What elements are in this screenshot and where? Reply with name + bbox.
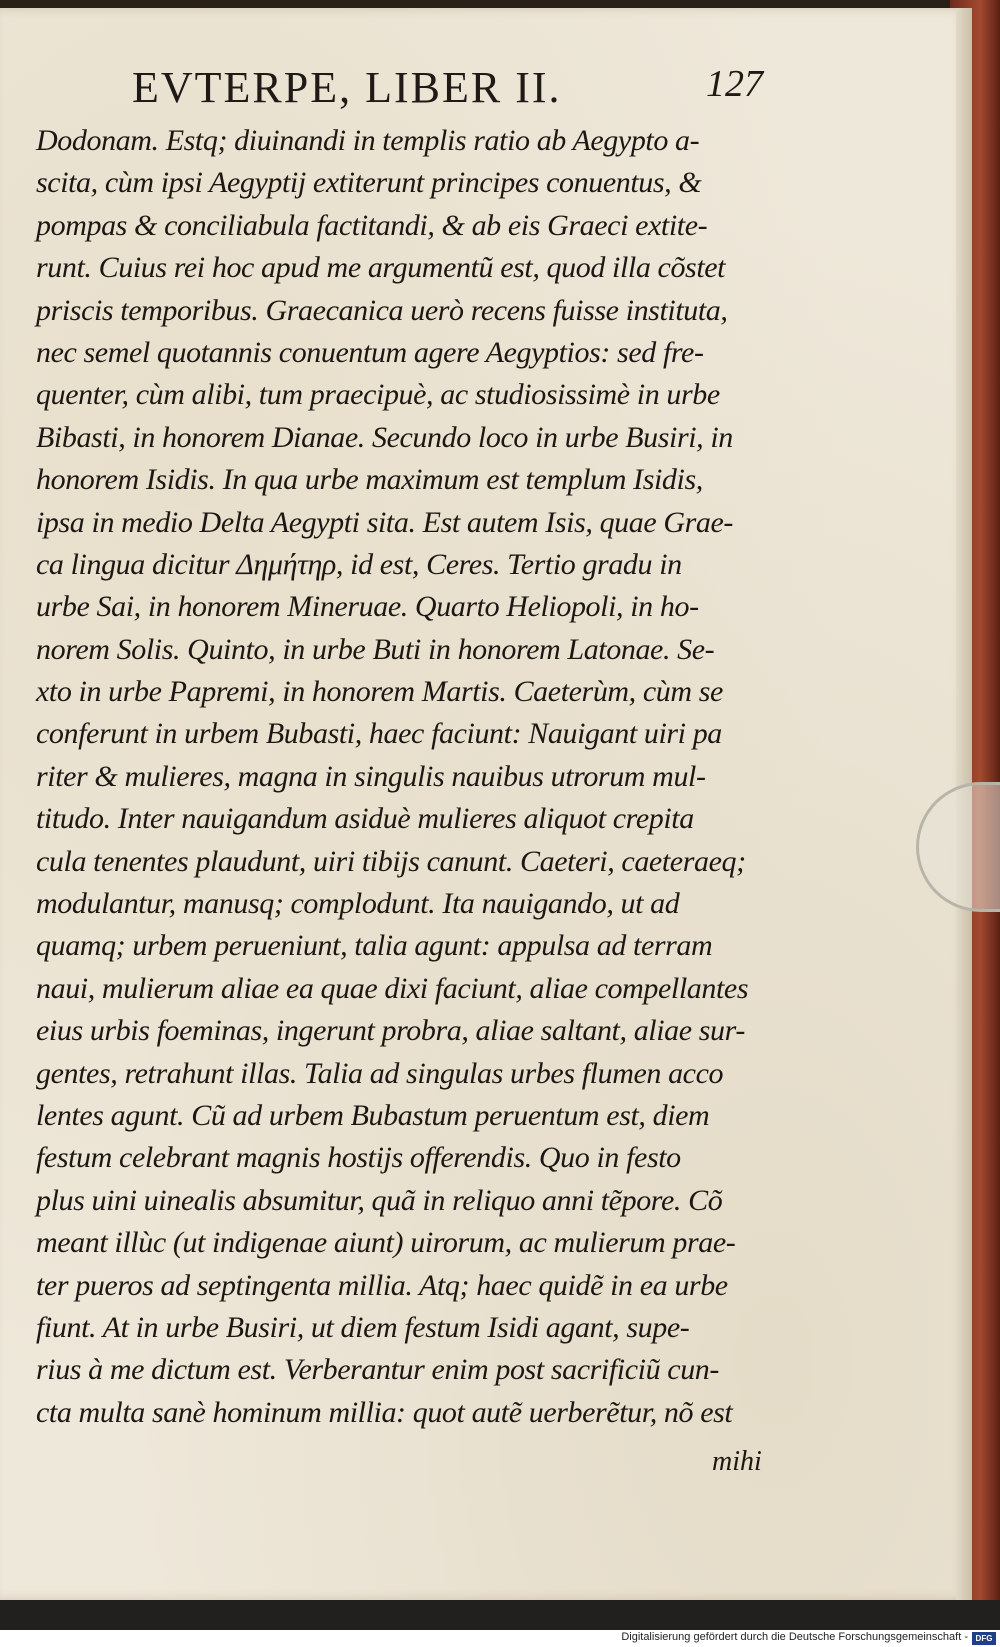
body-text <box>36 120 766 1434</box>
text-line: nec semel quotannis conuentum agere Aegyptios: sed fre- <box>36 335 704 369</box>
page-number: 127 <box>706 63 763 105</box>
text-line: pompas & conciliabula factitandi, & ab eis Graeci extite- <box>36 208 708 242</box>
text-line: conferunt in urbem Bubasti, haec faciunt: Nauigant uiri pa <box>36 717 722 751</box>
text-line: fiunt. At in urbe Busiri, ut diem festum Isidi agant, supe- <box>36 1310 690 1344</box>
text-line: ter pueros ad septingenta millia. Atq; haec quidẽ in ea urbe <box>36 1268 728 1302</box>
text-line: Dodonam. Estq; diuinandi in templis ratio ab Aegypto a- <box>36 124 700 157</box>
bottom-strip <box>0 1600 1000 1630</box>
text-line: naui, mulierum aliae ea quae dixi faciunt, aliae compellantes <box>36 971 749 1005</box>
text-line: titudo. Inter nauigandum asiduè mulieres aliquot crepita <box>36 802 694 836</box>
text-line: riter & mulieres, magna in singulis nauibus utrorum mul- <box>36 759 706 793</box>
text-line: honorem Isidis. In qua urbe maximum est templum Isidis, <box>36 463 703 497</box>
text-line: rius à me dictum est. Verberantur enim post sacrificiũ cun- <box>36 1353 719 1387</box>
text-line: eius urbis foeminas, ingerunt probra, aliae saltant, aliae sur- <box>36 1014 745 1048</box>
text-line: scita, cùm ipsi Aegyptij extiterunt principes conuentus, & <box>36 166 702 200</box>
running-head: EVTERPE, LIBER II. <box>132 63 562 112</box>
text-line: priscis temporibus. Graecanica uerò recens fuisse instituta, <box>36 293 728 327</box>
text-line: Bibasti, in honorem Dianae. Secundo loco in urbe Busiri, in <box>36 420 733 454</box>
funding-credit: Digitalisierung gefördert durch die Deutsche Forschungsgemeinschaft - <box>621 1631 968 1643</box>
text-line: urbe Sai, in honorem Mineruae. Quarto Heliopoli, in ho- <box>36 590 699 624</box>
text-line: runt. Cuius rei hoc apud me argumentũ est, quod illa cõstet <box>36 251 726 285</box>
text-line: quenter, cùm alibi, tum praecipuè, ac studiosissimè in urbe <box>36 378 720 412</box>
text-line: cula tenentes plaudunt, uiri tibijs canunt. Caeteri, caeteraeq; <box>36 844 746 878</box>
catchword: mihi <box>712 1446 762 1477</box>
text-line: lentes agunt. Cũ ad urbem Bubastum peruentum est, diem <box>36 1098 710 1132</box>
text-line: cta multa sanè hominum millia: quot autẽ uerberẽtur, nõ est <box>36 1395 733 1429</box>
text-line: festum celebrant magnis hostijs offerendis. Quo in festo <box>36 1141 681 1175</box>
text-line: ipsa in medio Delta Aegypti sita. Est autem Isis, quae Grae- <box>36 505 734 539</box>
text-line: norem Solis. Quinto, in urbe Buti in honorem Latonae. Se- <box>36 632 715 666</box>
text-line: ca lingua dicitur Δημήτηρ, id est, Ceres. Tertio gradu in <box>36 547 682 581</box>
text-line: gentes, retrahunt illas. Talia ad singulas urbes flumen acco <box>36 1056 724 1090</box>
text-line: modulantur, manusq; complodunt. Ita nauigando, ut ad <box>36 887 680 921</box>
digitization-footer <box>0 1630 1000 1647</box>
text-line: meant illùc (ut indigenae aiunt) uirorum, ac mulierum prae- <box>36 1226 736 1260</box>
text-line: quamq; urbem perueniunt, talia agunt: appulsa ad terram <box>36 929 713 963</box>
text-line: plus uini uinealis absumitur, quã in reliquo anni tẽpore. Cõ <box>36 1183 723 1217</box>
text-line: xto in urbe Papremi, in honorem Martis. Caeterùm, cùm se <box>36 675 723 709</box>
dfg-logo: DFG <box>972 1632 996 1645</box>
